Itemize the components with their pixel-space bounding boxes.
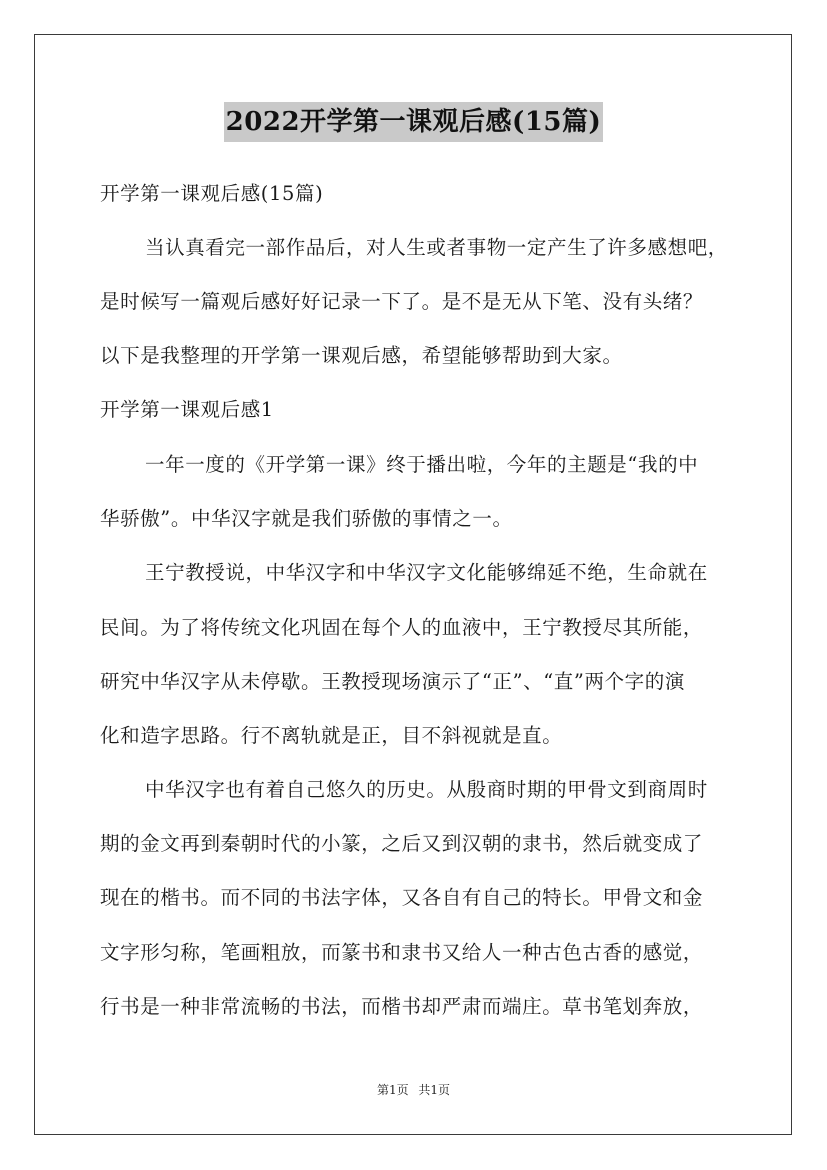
- paragraph-line: 研究中华汉字从未停歇。王教授现场演示了“正”、“直”两个字的演: [100, 670, 685, 693]
- paragraph-line: 王宁教授说，中华汉字和中华汉字文化能够绵延不绝，生命就在: [145, 561, 708, 584]
- document-title: [0, 100, 827, 142]
- document-title-text: 2022开学第一课观后感(15篇): [224, 102, 604, 142]
- paragraph-line: 化和造字思路。行不离轨就是正，目不斜视就是直。: [100, 724, 563, 747]
- page-number: 第1页: [376, 1083, 409, 1097]
- paragraph-line: 当认真看完一部作品后，对人生或者事物一定产生了许多感想吧，: [145, 236, 728, 259]
- paragraph-line: 文字形匀称，笔画粗放，而篆书和隶书又给人一种古色古香的感觉，: [100, 941, 704, 964]
- paragraph-line: 民间。为了将传统文化巩固在每个人的血液中，王宁教授尽其所能，: [100, 616, 704, 639]
- section-heading: 开学第一课观后感1: [100, 398, 274, 421]
- subtitle-line: 开学第一课观后感(15篇): [100, 182, 324, 205]
- paragraph-line: 行书是一种非常流畅的书法，而楷书却严肃而端庄。草书笔划奔放，: [100, 995, 704, 1018]
- paragraph-line: 现在的楷书。而不同的书法字体，又各自有自己的特长。甲骨文和金: [100, 886, 704, 909]
- paragraph-line: 一年一度的《开学第一课》终于播出啦，今年的主题是“我的中: [145, 453, 699, 476]
- paragraph-line: 是时候写一篇观后感好好记录一下了。是不是无从下笔、没有头绪？: [100, 290, 704, 313]
- paragraph-line: 华骄傲”。中华汉字就是我们骄傲的事情之一。: [100, 507, 513, 530]
- paragraph-line: 期的金文再到秦朝时代的小篆，之后又到汉朝的隶书，然后就变成了: [100, 832, 704, 855]
- page-total: 共1页: [418, 1083, 451, 1097]
- paragraph-line: 以下是我整理的开学第一课观后感，希望能够帮助到大家。: [100, 344, 623, 367]
- page-footer: [0, 1082, 827, 1098]
- paragraph-line: 中华汉字也有着自己悠久的历史。从殷商时期的甲骨文到商周时: [145, 778, 708, 801]
